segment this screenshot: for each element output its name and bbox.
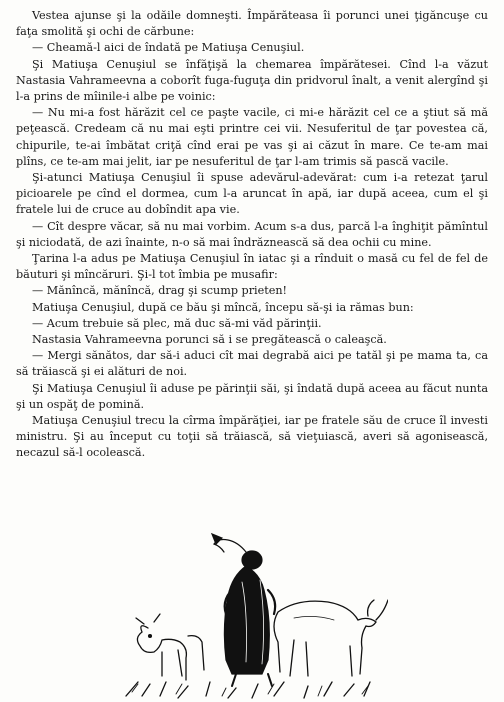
paragraph-6: — Cît despre văcar, să nu mai vorbim. Acum s-a dus, parcă l-a înghiţit pămîntul şi niciodată, de azi înainte, n-o să mai îndrăznească să dea ochii cu mine. xyxy=(16,219,488,249)
paragraph-7: Ţarina l-a adus pe Matiuşa Cenuşiul în iatac şi a rînduit o masă cu fel de fel de băuturi şi mîncăruri. Şi-l tot îmbia pe musafir: xyxy=(16,252,488,282)
herdsman-illustration xyxy=(118,532,388,702)
paragraph-11: Nastasia Vahrameevna porunci să i se pregătească o caleaşcă. xyxy=(32,333,387,347)
paragraph-2: — Cheamă-l aici de îndată pe Matiuşa Cenuşiul. xyxy=(32,41,305,55)
paragraph-12: — Mergi sănătos, dar să-i aduci cît mai degrabă aici pe tatăl şi pe mama ta, ca să trăiască şi ei alături de noi. xyxy=(16,349,488,379)
paragraph-14: Matiuşa Cenuşiul trecu la cîrma împărăţiei, iar pe fratele său de cruce îl investi ministru. Şi au început cu toţii să trăiască, să vieţuiască, averi să agonisească, necazul să-l ocolească. xyxy=(16,414,488,460)
paragraph-1: Vestea ajunse şi la odăile domneşti. Împărăteasa îi porunci unei ţigăncuşe cu faţa smolită şi ochi de cărbune: xyxy=(16,9,488,39)
paragraph-3: Şi Matiuşa Cenuşiul se înfăţişă la chemarea împărătesei. Cînd l-a văzut Nastasia Vahrameevna a coborît fuga-fuguţa din pridvorul înalt, a venit alergînd şi l-a prins de mîinile-i albe pe voinic: xyxy=(16,57,488,104)
paragraph-8: — Mănîncă, mănîncă, drag şi scump prieten! xyxy=(32,284,288,298)
cow-left xyxy=(136,614,204,680)
paragraph-10: — Acum trebuie să plec, mă duc să-mi văd părinţii. xyxy=(32,316,322,330)
paragraph-4: — Nu mi-a fost hărăzit cel ce paşte vacile, ci mi-e hărăzit cel ce a ştiut să mă peţească. Credeam că nu mai eşti printre cei vii. Nesuferitul de ţar povestea că, chipurile, te-ai îmbătat criţă cînd erai pe vas şi ai căzut în mare. Ce te-am mai plîns, ce te-am mai jelit, iar pe nesuferitul de ţar l-am trimis să pască vacile. xyxy=(16,106,488,168)
herdsman-figure xyxy=(212,534,275,686)
cow-right xyxy=(274,600,388,676)
paragraph-5: Şi-atunci Matiuşa Cenuşiul îi spuse adevărul-adevărat: cum i-a retezat ţarul picioarele pe cînd el dormea, cum l-a aruncat în apă, iar după aceea, cum el şi fratele lui de cruce au dobîndit apa vie. xyxy=(16,171,488,217)
paragraph-9: Matiuşa Cenuşiul, după ce bău şi mîncă, începu să-şi ia rămas bun: xyxy=(32,300,414,314)
ground-hatching xyxy=(126,682,370,698)
paragraph-13: Şi Matiuşa Cenuşiul îi aduse pe părinţii săi, şi îndată după aceea au făcut nunta şi un ospăţ de pomină. xyxy=(16,381,488,411)
story-text xyxy=(16,8,488,462)
